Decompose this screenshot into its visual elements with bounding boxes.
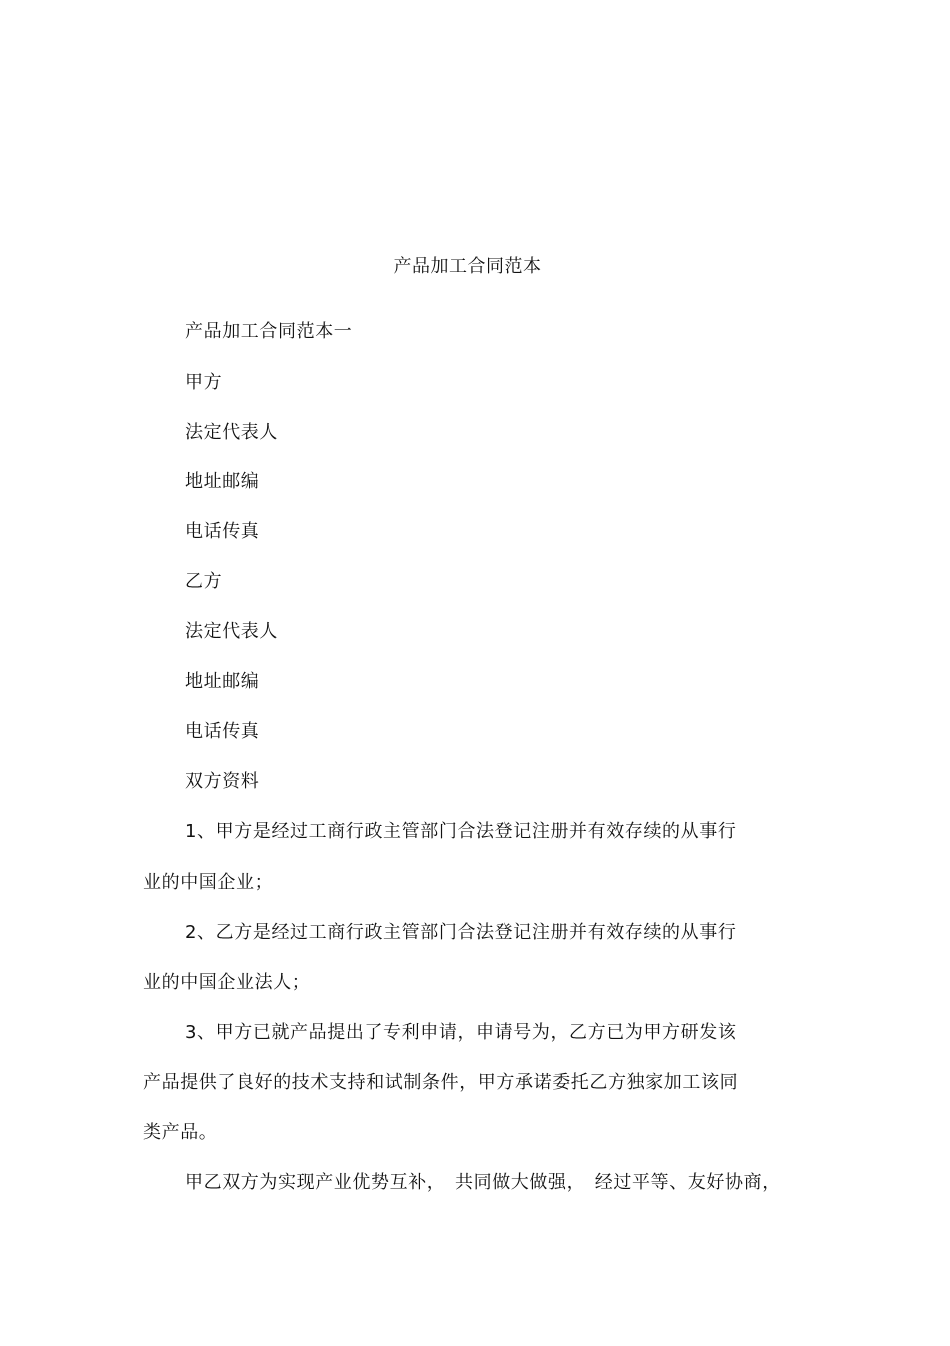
party-b-legal-representative: 法定代表人 bbox=[185, 621, 278, 642]
clause-2-line-2: 业的中国企业法人； bbox=[143, 972, 311, 993]
document-subtitle: 产品加工合同范本一 bbox=[185, 321, 353, 342]
section-heading: 双方资料 bbox=[185, 771, 260, 792]
clause-1-line-1: 1、甲方是经过工商行政主管部门合法登记注册并有效存续的从事行 bbox=[185, 821, 737, 842]
closing-paragraph: 甲乙双方为实现产业优势互补， 共同做大做强， 经过平等、友好协商， bbox=[185, 1172, 781, 1193]
clause-3-line-3: 类产品。 bbox=[143, 1122, 218, 1143]
party-a-legal-representative: 法定代表人 bbox=[185, 422, 278, 443]
clause-1-line-2: 业的中国企业； bbox=[143, 872, 274, 893]
clause-2-line-1: 2、乙方是经过工商行政主管部门合法登记注册并有效存续的从事行 bbox=[185, 922, 737, 943]
party-a-label: 甲方 bbox=[185, 372, 223, 393]
party-a-phone-fax: 电话传真 bbox=[185, 521, 260, 542]
party-b-phone-fax: 电话传真 bbox=[185, 721, 260, 742]
party-b-label: 乙方 bbox=[185, 571, 223, 592]
clause-3-line-1: 3、甲方已就产品提出了专利申请，申请号为，乙方已为甲方研发该 bbox=[185, 1022, 737, 1043]
clause-3-line-2: 产品提供了良好的技术支持和试制条件，甲方承诺委托乙方独家加工该同 bbox=[143, 1072, 739, 1093]
party-a-address-postcode: 地址邮编 bbox=[185, 471, 260, 492]
party-b-address-postcode: 地址邮编 bbox=[185, 671, 260, 692]
document-title: 产品加工合同范本 bbox=[393, 256, 542, 277]
